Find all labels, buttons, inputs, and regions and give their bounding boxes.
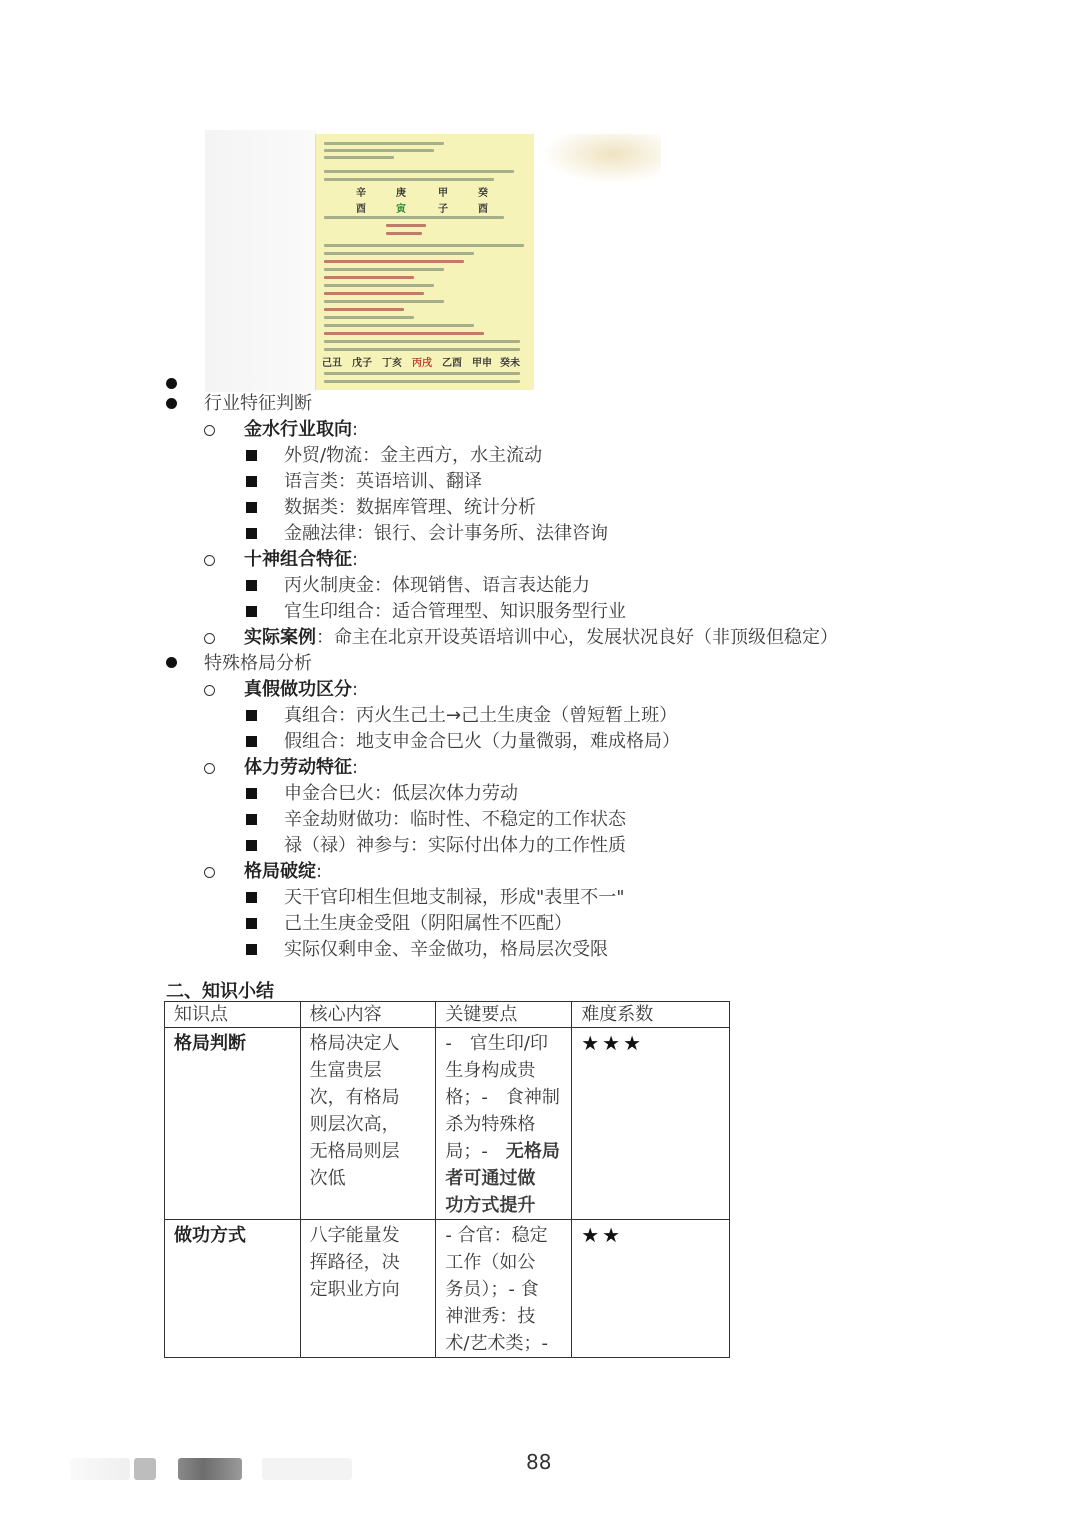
bullet-l2	[204, 763, 215, 774]
sub-heading-true-false: 真假做功区分:	[244, 679, 359, 700]
sub-heading-ten-gods: 十神组合特征:	[244, 549, 359, 570]
outline-item-industry: 行业特征判断	[204, 393, 312, 414]
list-item: 金融法律：银行、会计事务所、法律咨询	[284, 523, 608, 544]
bullet-l1	[166, 657, 177, 668]
list-item: 假组合：地支申金合巳火（力量微弱，难成格局）	[284, 731, 680, 752]
table-cell-difficulty	[572, 1220, 730, 1358]
knowledge-summary-table	[164, 1001, 730, 1358]
bullet-l3	[246, 944, 257, 955]
table-row	[165, 1028, 730, 1220]
list-item: 外贸/物流：金主西方，水主流动	[284, 445, 543, 466]
list-item: 辛金劫财做功：临时性、不稳定的工作状态	[284, 809, 626, 830]
bullet-l3	[246, 814, 257, 825]
table-cell-key-points: - 官生印/印 生身构成贵 格；- 食神制 杀为特殊格 局；- 无格局 者可通过做 功方式提升	[436, 1028, 572, 1220]
bullet-l3	[246, 502, 257, 513]
bullet-l2	[204, 867, 215, 878]
sub-heading-labor: 体力劳动特征:	[244, 757, 359, 778]
list-item: 数据类：数据库管理、统计分析	[284, 497, 536, 518]
list-item: 语言类：英语培训、翻译	[284, 471, 482, 492]
sub-heading-metal-water: 金水行业取向:	[244, 419, 359, 440]
bullet-l3	[246, 892, 257, 903]
outline-item-special-pattern: 特殊格局分析	[204, 653, 312, 674]
bullet-l3	[246, 788, 257, 799]
table-cell-core: 格局决定人 生富贵层 次，有格局 则层次高， 无格局则层 次低	[300, 1028, 436, 1220]
section-title: 二、知识小结	[166, 981, 274, 1002]
bullet-l2	[204, 555, 215, 566]
empty-bullet	[166, 378, 177, 389]
chart-decoration	[541, 134, 661, 184]
list-item: 申金合巳火：低层次体力劳动	[284, 783, 518, 804]
table-header: 关键要点	[436, 1002, 572, 1028]
footer-blurred-text	[134, 1458, 156, 1480]
bullet-l3	[246, 606, 257, 617]
list-item: 丙火制庚金：体现销售、语言表达能力	[284, 575, 590, 596]
list-item: 实际仅剩申金、辛金做功，格局层次受限	[284, 939, 608, 960]
sub-heading-flaws: 格局破绽:	[244, 861, 323, 882]
bullet-l3	[246, 736, 257, 747]
bullet-l2	[204, 633, 215, 644]
page-number: 88	[526, 1450, 552, 1474]
table-header: 知识点	[165, 1002, 301, 1028]
star-rating: ★★	[581, 1223, 624, 1247]
table-cell-topic: 做功方式	[165, 1220, 301, 1358]
bullet-l3	[246, 710, 257, 721]
bullet-l3	[246, 476, 257, 487]
table-header: 难度系数	[572, 1002, 730, 1028]
bullet-l3	[246, 580, 257, 591]
table-cell-topic: 格局判断	[165, 1028, 301, 1220]
table-cell-core: 八字能量发 挥路径，决 定职业方向	[300, 1220, 436, 1358]
list-item: 己土生庚金受阻（阴阳属性不匹配）	[284, 913, 572, 934]
bullet-l1	[166, 398, 177, 409]
sub-heading-case: 实际案例：命主在北京开设英语培训中心，发展状况良好（非顶级但稳定）	[244, 627, 838, 648]
table-header-row	[165, 1002, 730, 1028]
list-item: 官生印组合：适合管理型、知识服务型行业	[284, 601, 626, 622]
chart-card: 辛 庚 甲 癸 酉 寅 子 酉 己丑 戊子 丁亥 丙戌 乙酉 甲申 癸未	[315, 134, 534, 390]
table-row	[165, 1220, 730, 1358]
table-header: 核心内容	[300, 1002, 436, 1028]
footer-blurred-text	[178, 1458, 242, 1480]
footer-blurred-text	[262, 1458, 352, 1480]
bullet-l3	[246, 528, 257, 539]
list-item: 禄（禄）神参与：实际付出体力的工作性质	[284, 835, 626, 856]
footer-blurred-text	[70, 1458, 130, 1480]
bullet-l2	[204, 425, 215, 436]
table-cell-difficulty	[572, 1028, 730, 1220]
table-cell-key-points: - 合官：稳定 工作（如公 务员）；- 食 神泄秀：技 术/艺术类；-	[436, 1220, 572, 1358]
bullet-l3	[246, 450, 257, 461]
star-rating: ★★★	[581, 1031, 645, 1055]
bullet-l3	[246, 918, 257, 929]
list-item: 天干官印相生但地支制禄，形成"表里不一"	[284, 887, 625, 908]
list-item: 真组合：丙火生己土→己土生庚金（曾短暂上班）	[284, 705, 678, 726]
bullet-l2	[204, 685, 215, 696]
bazi-chart-image	[205, 130, 667, 392]
bullet-l3	[246, 840, 257, 851]
